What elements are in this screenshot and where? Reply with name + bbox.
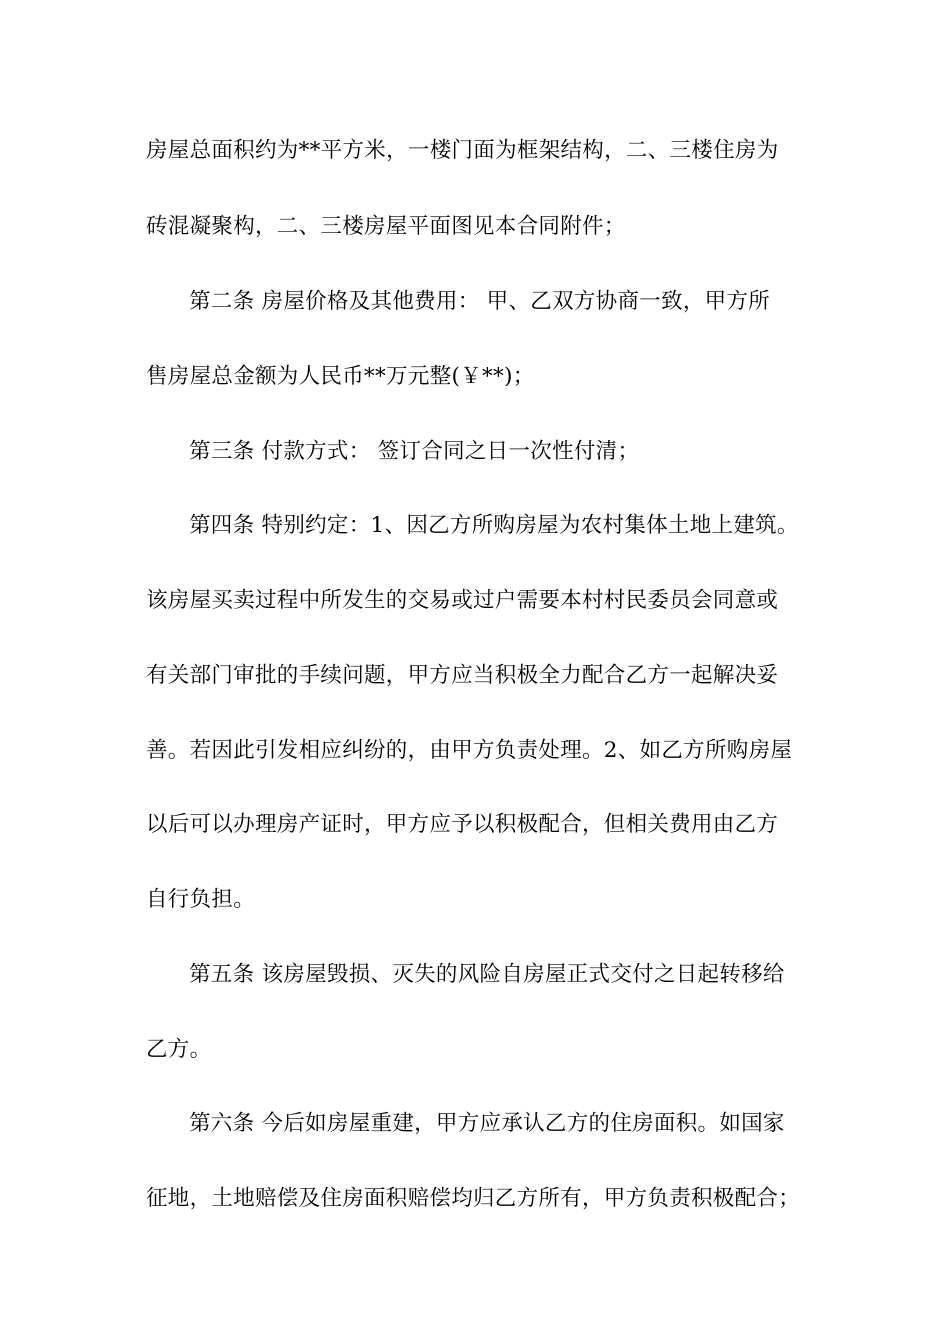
- text-line: 自行负担。: [146, 887, 256, 912]
- text-line: 乙方。: [146, 1037, 212, 1062]
- text-line: 征地，土地赔偿及住房面积赔偿均归乙方所有，甲方负责积极配合；: [146, 1186, 801, 1211]
- article-3-heading-line: 第三条 付款方式： 签订合同之日一次性付清；: [189, 439, 640, 464]
- text-line: 以后可以办理房产证时，甲方应予以积极配合，但相关费用由乙方: [146, 812, 779, 837]
- article-6-heading-line: 第六条 今后如房屋重建，甲方应承认乙方的住房面积。如国家: [189, 1111, 785, 1136]
- article-2-heading-line: 第二条 房屋价格及其他费用： 甲、乙双方协商一致，甲方所: [189, 289, 771, 314]
- text-line: 有关部门审批的手续问题，甲方应当积极全力配合乙方一起解决妥: [146, 663, 779, 688]
- article-5-heading-line: 第五条 该房屋毁损、灭失的风险自房屋正式交付之日起转移给: [189, 962, 785, 987]
- text-line: 售房屋总金额为人民币**万元整(￥**)；: [146, 364, 535, 389]
- text-line: 该房屋买卖过程中所发生的交易或过户需要本村村民委员会同意或: [146, 588, 779, 613]
- article-4-heading-line: 第四条 特别约定：1、因乙方所购房屋为农村集体土地上建筑。: [189, 513, 799, 538]
- text-line: 房屋总面积约为**平方米，一楼门面为框架结构，二、三楼住房为: [146, 138, 779, 163]
- text-line: 善。若因此引发相应纠纷的，由甲方负责处理。2、如乙方所购房屋: [146, 738, 793, 763]
- text-line: 砖混凝聚构，二、三楼房屋平面图见本合同附件；: [146, 214, 626, 239]
